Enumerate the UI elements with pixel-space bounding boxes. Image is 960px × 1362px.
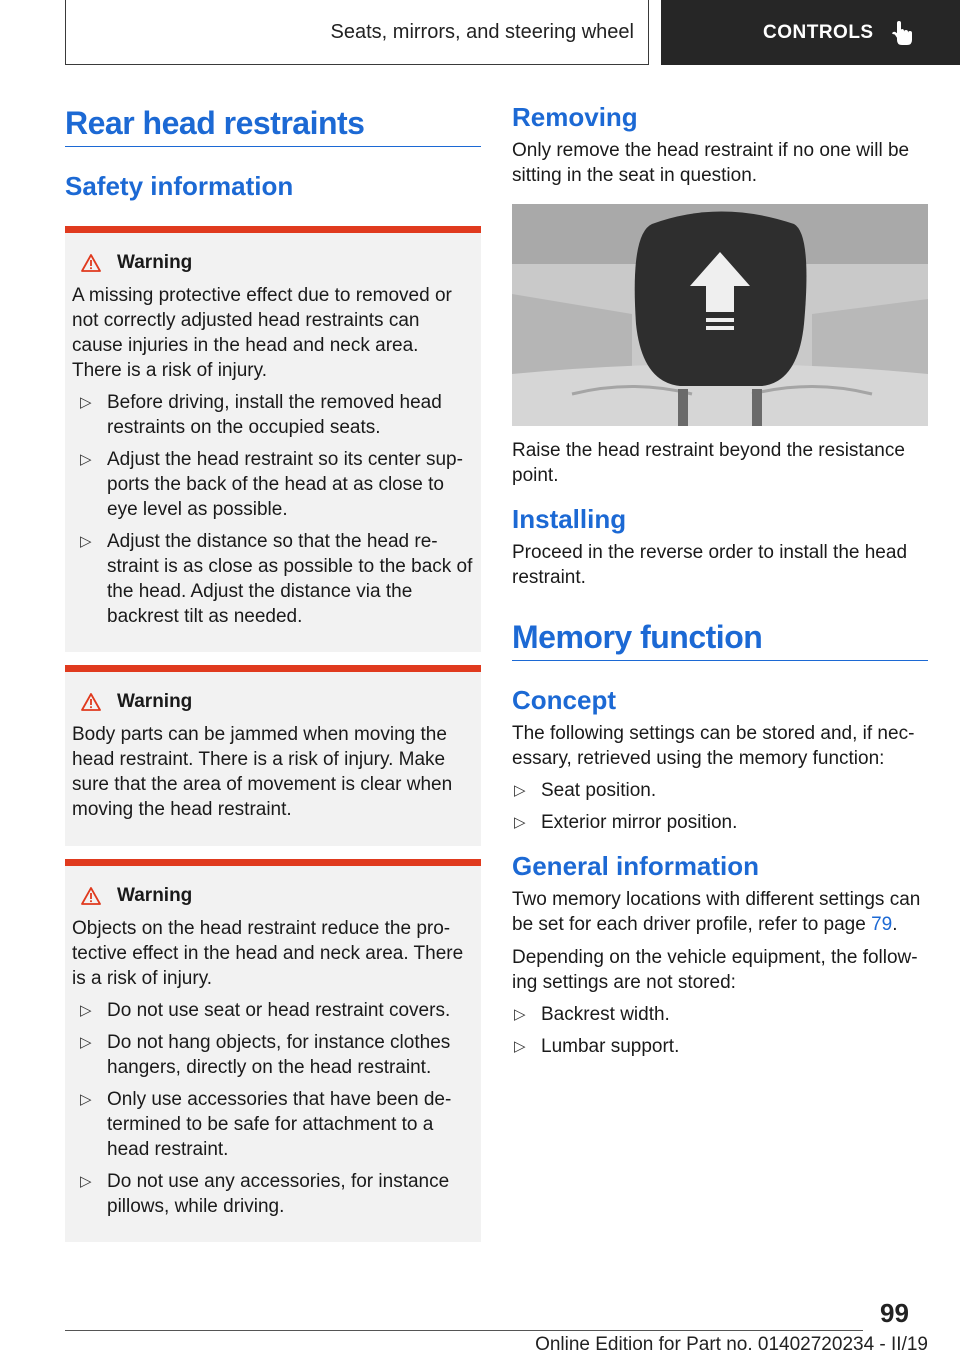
list-item [72,1087,473,1162]
list-item-text: Do not use seat or head restraint covers. [107,1000,451,1021]
head-restraint-illustration [512,204,928,426]
warning-text: Body parts can be jammed when moving the head restraint. There is a risk of injury. Make sure that the area of movement is clear when moving the head restraint. [72,724,453,820]
general-text-part: Two memory locations with different settings can be set for each driver profile, refer to page [512,889,921,935]
subheading-general-information: General information [512,851,760,881]
bullet-triangle-icon: ▷ [80,1034,92,1051]
bullet-triangle-icon: ▷ [80,1002,92,1019]
list-item [72,1169,473,1219]
warning-triangle-icon [81,254,101,272]
subheading-concept: Concept [512,685,616,715]
list-item [512,1034,928,1059]
warning-text: Objects on the head restraint reduce the pro-tective effect in the head and neck area. There is a risk of injury. [72,918,464,989]
warning-header [72,690,473,714]
warning-label: Warning [117,252,193,273]
subheading-safety-information: Safety information [65,171,294,201]
list-item-text: Only use accessories that have been de-termined to be safe for attachment to a head restraint. [107,1089,452,1160]
list-item [72,447,473,522]
page-reference-link[interactable]: 79 [871,914,893,935]
bullet-triangle-icon: ▷ [514,1006,526,1023]
list-item [72,529,473,629]
bullet-triangle-icon: ▷ [80,1091,92,1108]
removing-text: Only remove the head restraint if no one will be sitting in the seat in question. [512,140,910,186]
list-item-text: Lumbar support. [541,1036,680,1057]
list-item [72,1030,473,1080]
warning-text: A missing protective effect due to removed or not correctly adjusted head restraints can cause injuries in the head and neck area. There is a risk of injury. [72,285,452,381]
warning-box-3 [65,859,481,1242]
list-item-text: Backrest width. [541,1004,670,1025]
running-header-section [65,0,649,65]
bullet-triangle-icon: ▷ [80,533,92,550]
installing-text: Proceed in the reverse order to install the head restraint. [512,542,908,588]
list-item-text: Before driving, install the removed head restraints on the occupied seats. [107,392,442,438]
warning-bullet-list [72,998,473,1219]
warning-label: Warning [117,885,193,906]
photo-caption: Raise the head restraint beyond the resistance point. [512,440,905,486]
subheading-removing: Removing [512,102,638,132]
chapter-title: CONTROLS [763,21,874,43]
bullet-triangle-icon: ▷ [80,451,92,468]
warning-triangle-icon [81,887,101,905]
bullet-triangle-icon: ▷ [80,1173,92,1190]
general-bullet-list [512,1002,928,1059]
list-item-text: Do not use any accessories, for instance pillows, while driving. [107,1171,450,1217]
warning-box-1 [65,226,481,652]
warning-header [72,251,473,275]
general-text-part: . [892,914,898,935]
list-item-text: Adjust the distance so that the head re-straint is as close as possible to the back of the head. Adjust the distance via the backrest tilt as needed. [107,531,473,627]
bullet-triangle-icon: ▷ [514,1038,526,1055]
concept-bullet-list [512,778,928,835]
right-column [512,100,928,1066]
warning-header [72,884,473,908]
running-header-chapter [661,0,960,65]
list-item-text: Seat position. [541,780,657,801]
bullet-triangle-icon: ▷ [514,782,526,799]
list-item [512,1002,928,1027]
footer-edition: Online Edition for Part no. 01402720234 - II/19 [535,1334,928,1355]
list-item [72,998,473,1023]
bullet-triangle-icon: ▷ [80,394,92,411]
warning-box-2 [65,665,481,846]
list-item-text: Do not hang objects, for instance clothes hangers, directly on the head restraint. [107,1032,451,1078]
list-item [72,390,473,440]
pointing-hand-icon [892,20,914,46]
list-item [512,810,928,835]
head-restraint-photo [512,204,928,426]
footer-divider [65,1330,863,1331]
general-text [512,887,928,937]
list-item [512,778,928,803]
left-column [65,100,481,1242]
bullet-triangle-icon: ▷ [514,814,526,831]
warning-bullet-list [72,390,473,629]
warning-triangle-icon [81,693,101,711]
section-heading-memory-function: Memory function [512,614,928,661]
warning-label: Warning [117,691,193,712]
concept-text: The following settings can be stored and, if nec-essary, retrieved using the memory function: [512,723,915,769]
section-title: Seats, mirrors, and steering wheel [330,20,634,43]
section-heading-rear-head-restraints: Rear head restraints [65,100,481,147]
list-item-text: Adjust the head restraint so its center sup-ports the back of the head at as close to eye level as possible. [107,449,463,520]
page-number: 99 [880,1298,909,1328]
list-item-text: Exterior mirror position. [541,812,738,833]
subheading-installing: Installing [512,504,627,534]
general-text-2: Depending on the vehicle equipment, the follow-ing settings are not stored: [512,947,918,993]
